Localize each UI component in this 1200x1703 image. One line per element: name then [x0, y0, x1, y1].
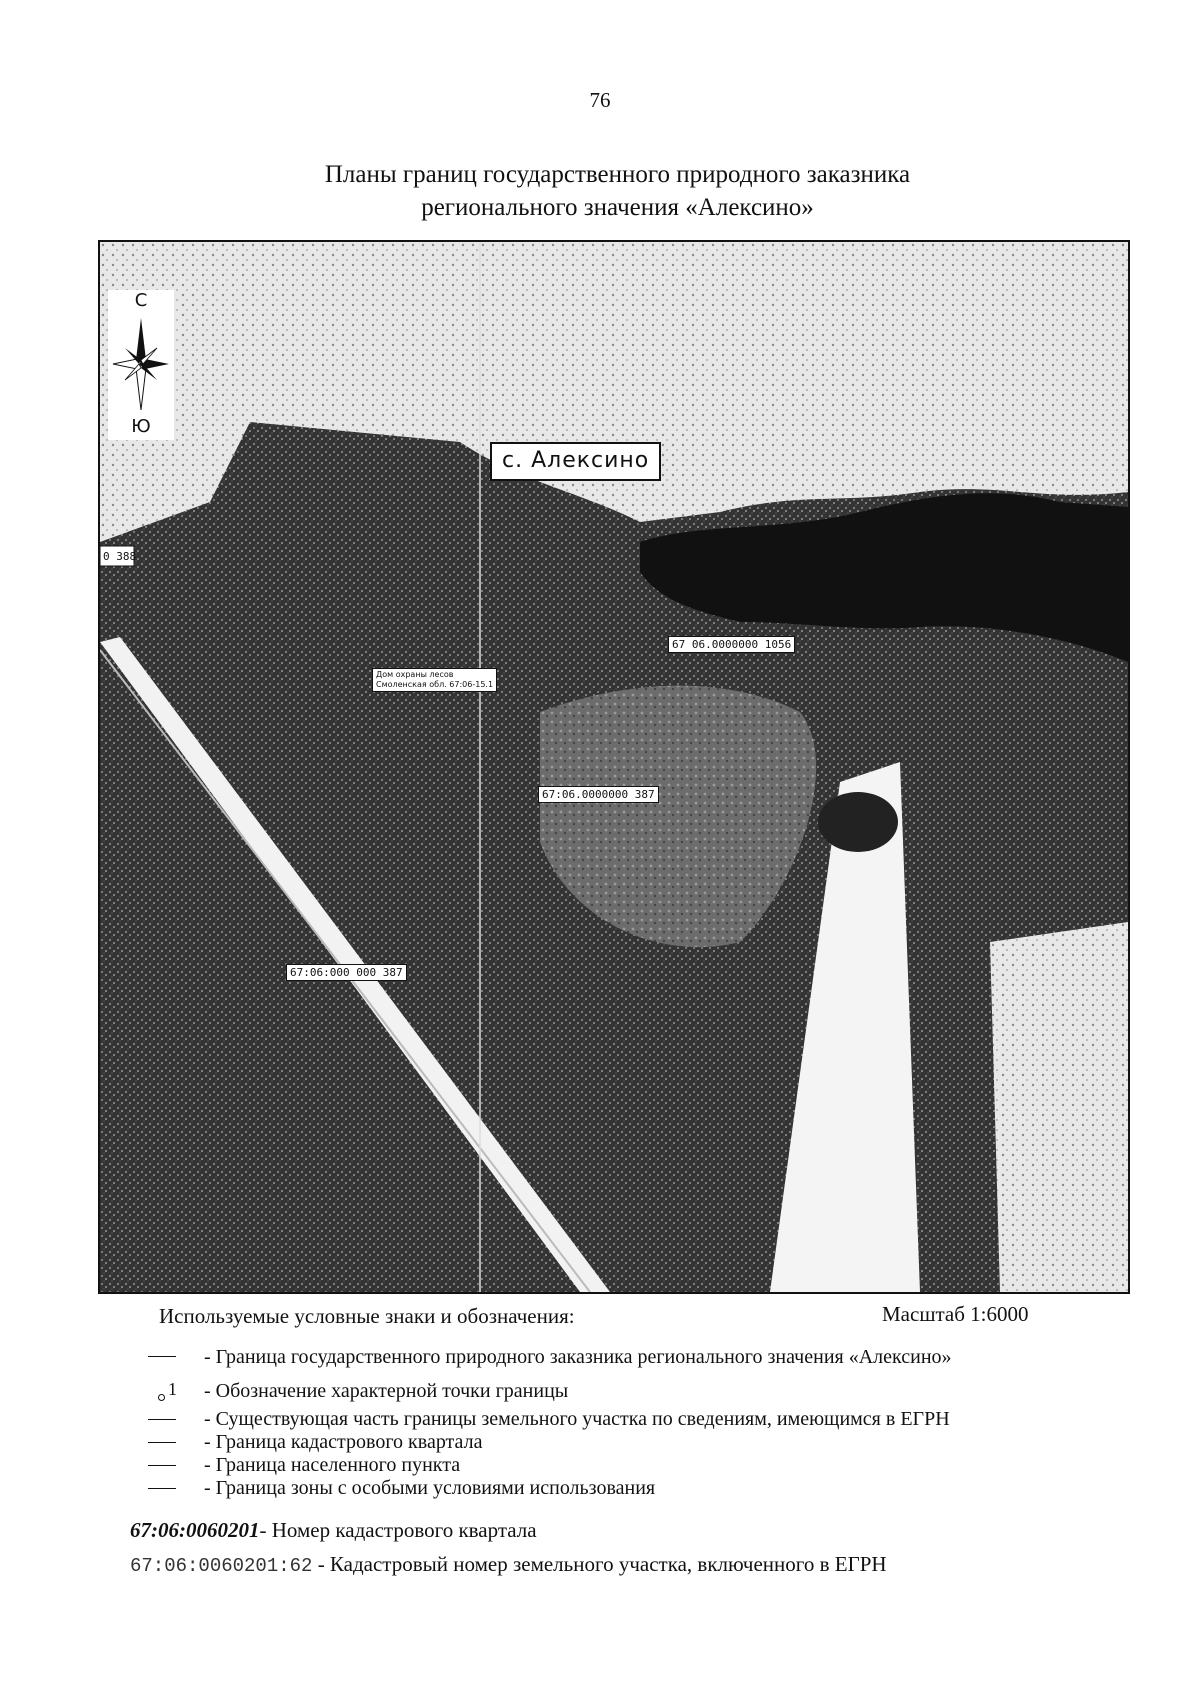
legend-item-text: - Граница зоны с особыми условиями использования	[204, 1477, 656, 1499]
compass-north-label: С	[134, 290, 148, 311]
tree-clump	[818, 792, 898, 852]
legend-item-special-zone-boundary	[148, 1477, 1148, 1500]
plot-label-387-north: 67:06.0000000 387	[538, 786, 659, 803]
zone-label-line-2: Смоленская обл. 67:06-15.1	[376, 680, 494, 689]
point-symbol-icon	[158, 1378, 182, 1406]
line-symbol-icon	[148, 1465, 176, 1466]
page-title	[0, 158, 1200, 224]
map-imagery	[100, 242, 1128, 1292]
compass-south-label: Ю	[131, 416, 151, 437]
page-number: 76	[589, 88, 611, 112]
map-scale: Масштаб 1:6000	[882, 1302, 1029, 1326]
compass	[108, 290, 174, 440]
parcel-number-text: - Кадастровый номер земельного участка, включенного в ЕГРН	[312, 1552, 887, 1576]
legend-item-quarter-boundary	[148, 1431, 1148, 1454]
point-dot-icon	[158, 1394, 165, 1401]
village-label: с. Алексино	[490, 442, 661, 481]
point-number: 1	[168, 1379, 177, 1399]
parcel-number-example: 67:06:0060201:62	[130, 1555, 313, 1577]
east-field-area	[990, 922, 1128, 1292]
line-symbol-icon	[148, 1419, 176, 1420]
legend-item-parcel-boundary	[148, 1408, 1148, 1431]
edge-label: 0 388	[103, 550, 137, 563]
legend-quarter-number	[130, 1518, 537, 1543]
line-symbol-icon	[148, 1442, 176, 1443]
plot-label-387-south: 67:06:000 000 387	[286, 964, 407, 981]
title-line-1: Планы границ государственного природного заказника	[324, 161, 911, 188]
plot-label-1056: 67 06.0000000 1056	[668, 636, 795, 653]
legend-item-text: - Граница государственного природного заказника регионального значения «Алексино»	[204, 1346, 952, 1368]
legend-item-settlement-boundary	[148, 1454, 1148, 1477]
legend-parcel-number	[130, 1552, 887, 1577]
quarter-number-example: 67:06:0060201	[130, 1518, 260, 1542]
legend-item-text: - Существующая часть границы земельного участка по сведениям, имеющимся в ЕГРН	[204, 1408, 950, 1430]
legend	[148, 1340, 1148, 1500]
legend-item-text: - Обозначение характерной точки границы	[204, 1380, 569, 1402]
compass-rose-icon	[111, 314, 171, 414]
satellite-map	[98, 240, 1130, 1294]
legend-item-text: - Граница кадастрового квартала	[204, 1431, 483, 1453]
line-symbol-icon	[148, 1356, 176, 1357]
zone-label-line-1: Дом охраны лесов	[376, 670, 454, 679]
quarter-number-text: - Номер кадастрового квартала	[259, 1518, 537, 1542]
title-line-2: регионального значения «Алексино»	[421, 194, 814, 221]
legend-item-reserve-boundary	[148, 1340, 1148, 1374]
zone-label	[372, 668, 497, 692]
legend-item-text: - Граница населенного пункта	[204, 1454, 461, 1476]
line-symbol-icon	[148, 1488, 176, 1489]
legend-heading: Используемые условные знаки и обозначения:	[159, 1304, 575, 1328]
legend-item-boundary-point	[148, 1374, 1148, 1408]
